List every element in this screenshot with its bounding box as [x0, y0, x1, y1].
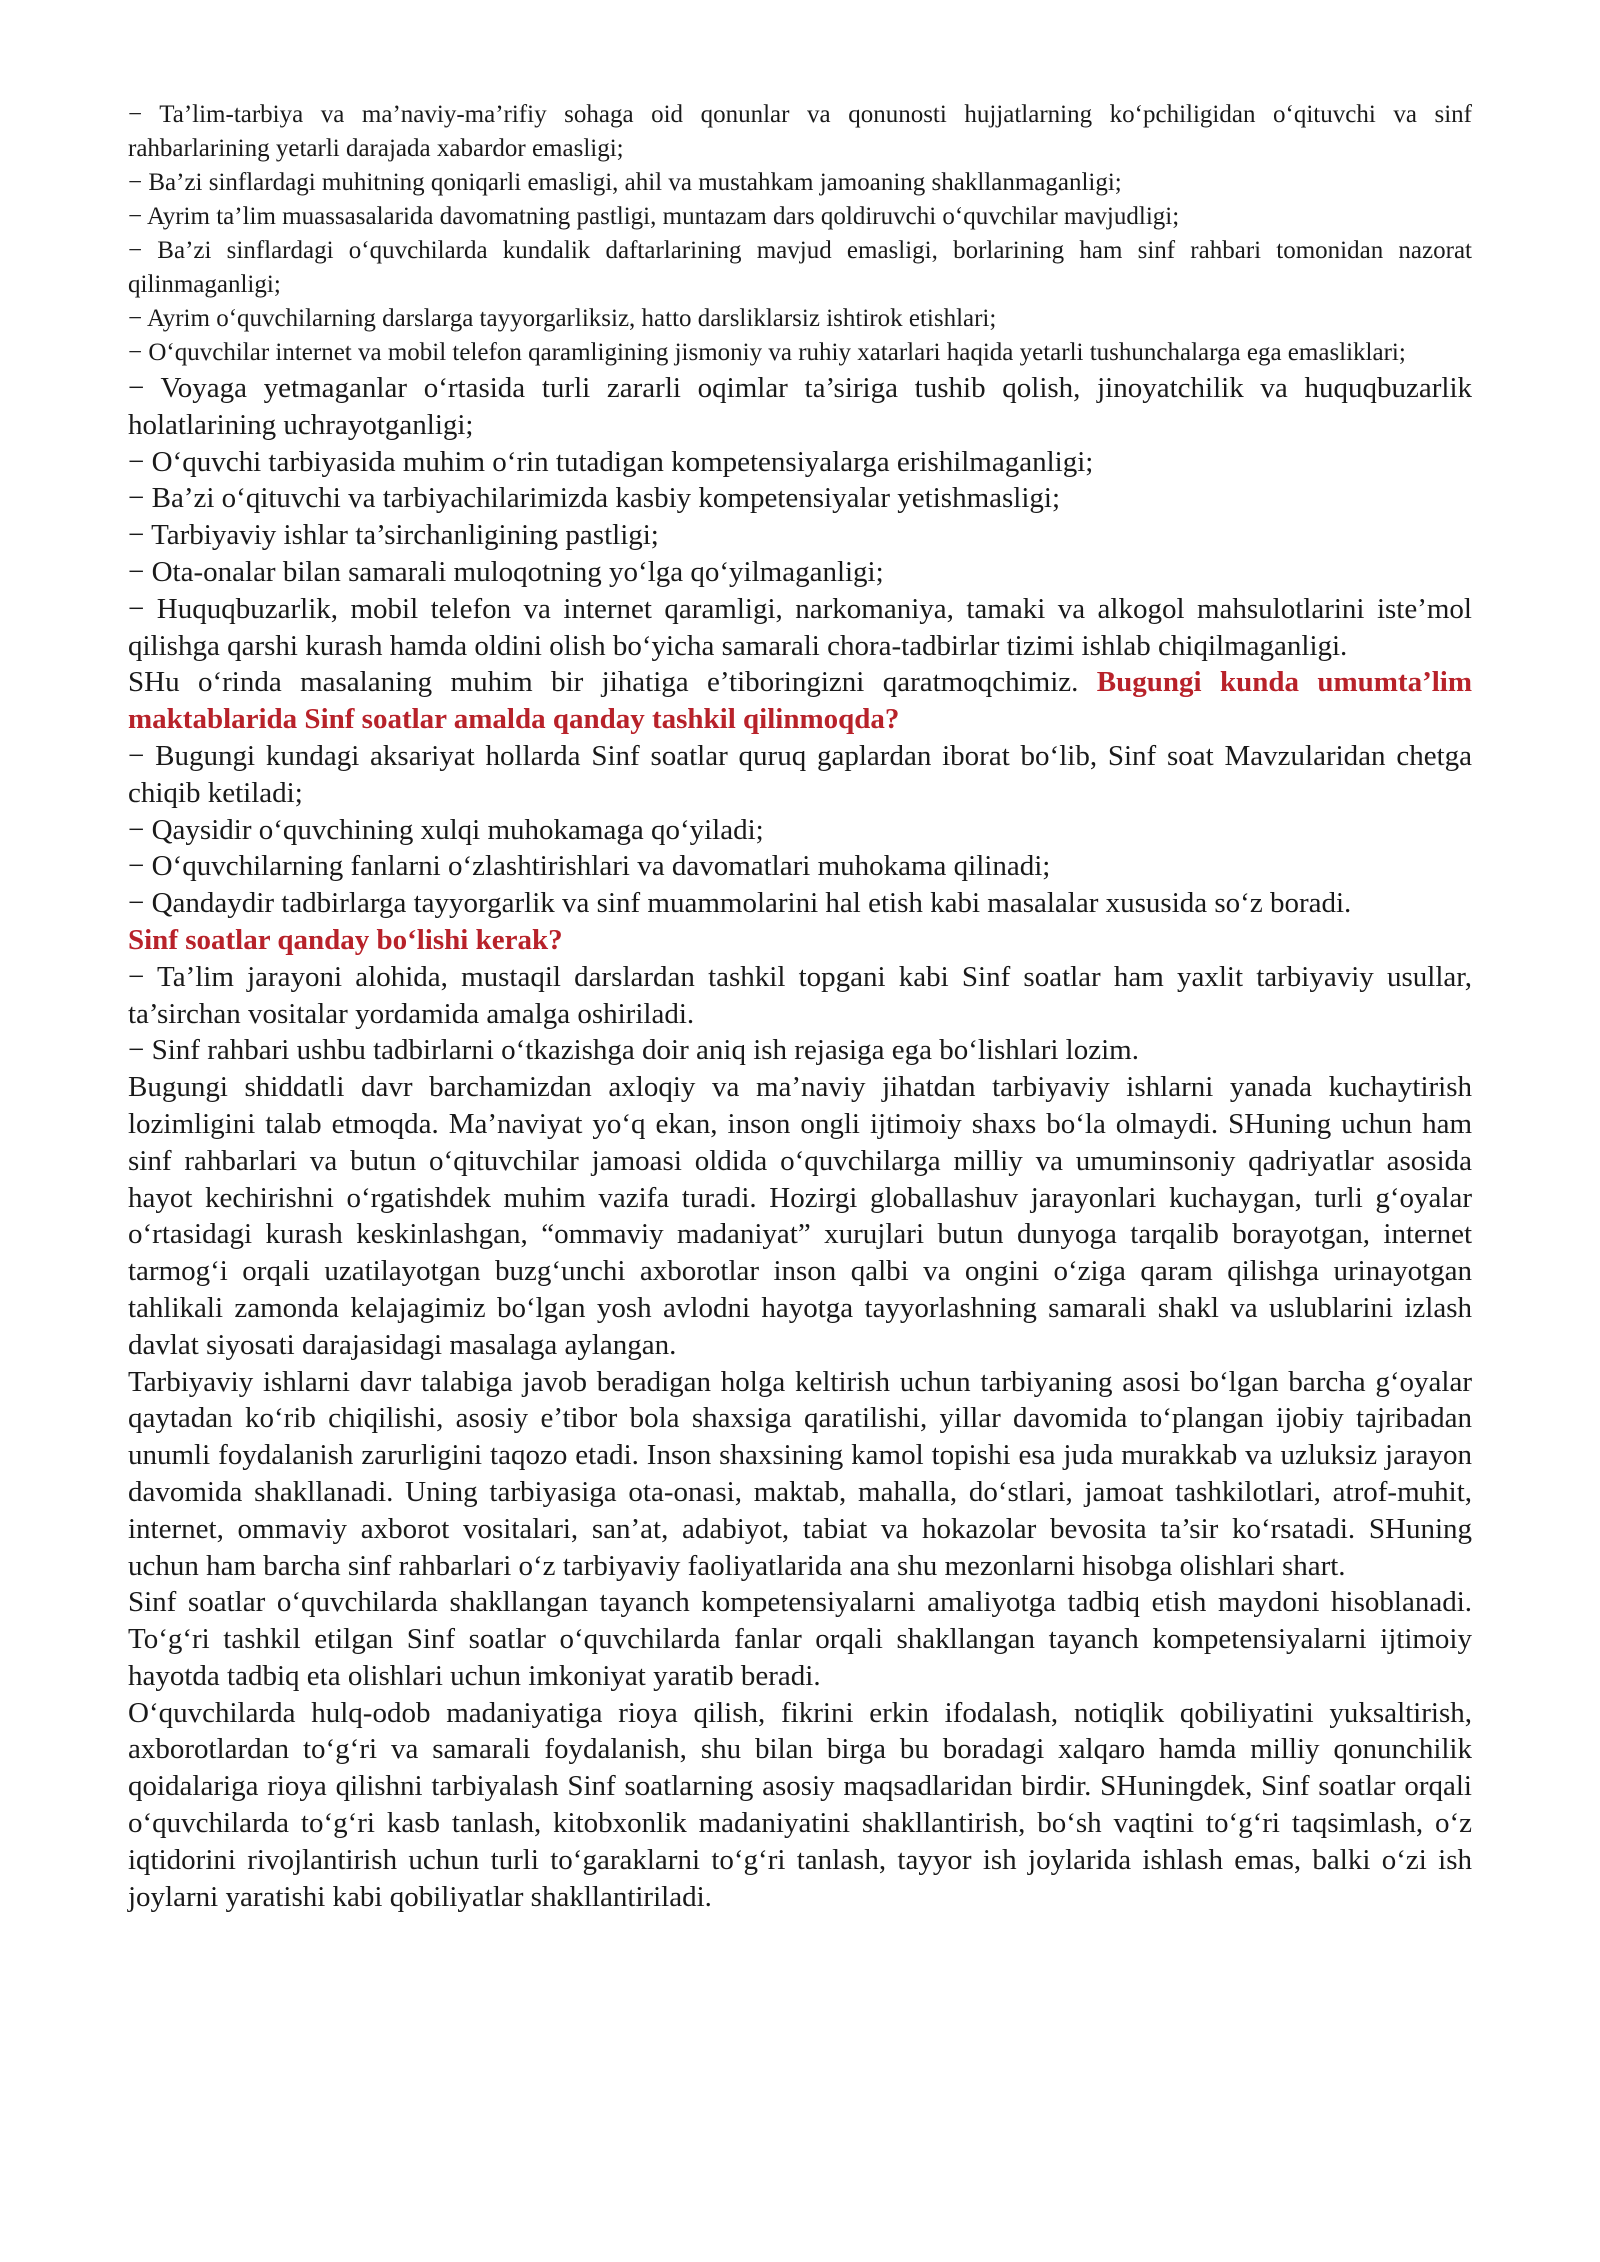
list-item: − Tarbiyaviy ishlar ta’sirchanligining pastligi;	[128, 519, 659, 552]
list-item: − O‘quvchilar internet va mobil telefon qaramligining jismoniy va ruhiy xatarlari haqida yetarli tushunchalarga ega emasliklari;	[128, 339, 1406, 366]
question-heading-2: Sinf soatlar qanday bo‘lishi kerak?	[128, 923, 563, 956]
body-paragraph: Bugungi shiddatli davr barchamizdan axloqiy va ma’naviy jihatdan tarbiyaviy ishlarni yanada kuchaytirish lozimligini talab etmoqda. Ma’naviyat yo‘q ekan, inson ongli ijtimoiy shaxs bo‘la olmaydi. SHuning uchun ham sinf rahbarlari va butun o‘qituvchilar jamoasi oldida o‘quvchilarga milliy va umuminsoniy qadriyatlar asosida hayot kechirishni o‘rgatishdek muhim vazifa turadi. Hozirgi globallashuv jarayonlari kuchaygan, turli g‘oyalar o‘rtasidagi kurash keskinlashgan, “ommaviy madaniyat” xurujlari butun dunyoga tarqalib borayotgan, internet tarmog‘i orqali uzatilayotgan buzg‘unchi axborotlar inson qalbi va ongini o‘ziga qaram qilishga urinayotgan tahlikali zamonda kelajagimiz bo‘lgan yosh avlodni hayotga tayyorlashning samarali shakl va uslublarini izlash davlat siyosati darajasidagi masalaga aylangan.	[128, 1071, 1472, 1361]
list-item: − Bugungi kundagi aksariyat hollarda Sinf soatlar quruq gaplardan iborat bo‘lib, Sinf soat Mavzularidan chetga chiqib ketiladi;	[128, 739, 1472, 809]
list-item: − Ota-onalar bilan samarali muloqotning yo‘lga qo‘yilmaganligi;	[128, 555, 884, 588]
list-item: − Qaysidir o‘quvchining xulqi muhokamaga qo‘yiladi;	[128, 813, 764, 846]
list-item: − Sinf rahbari ushbu tadbirlarni o‘tkazishga doir aniq ish rejasiga ega bo‘lishlari lozim.	[128, 1034, 1139, 1067]
list-item: − Ba’zi o‘qituvchi va tarbiyachilarimizda kasbiy kompetensiyalar yetishmasligi;	[128, 482, 1061, 515]
list-item: − O‘quvchi tarbiyasida muhim o‘rin tutadigan kompetensiyalarga erishilmaganligi;	[128, 445, 1094, 478]
list-item: − Ba’zi sinflardagi muhitning qoniqarli emasligi, ahil va mustahkam jamoaning shakllanmaganligi;	[128, 169, 1122, 196]
body-paragraph: O‘quvchilarda hulq-odob madaniyatiga rioya qilish, fikrini erkin ifodalash, notiqlik qobiliyatini yuksaltirish, axborotlardan to‘g‘ri va samarali foydalanish, shu bilan birga bu boradagi xalqaro hamda milliy qonunchilik qoidalariga rioya qilishni tarbiyalash Sinf soatlarning asosiy maqsadlaridan birdir. SHuningdek, Sinf soatlar orqali o‘quvchilarda to‘g‘ri kasb tanlash, kitobxonlik madaniyatini shakllantirish, bo‘sh vaqtini to‘g‘ri taqsimlash, o‘z iqtidorini rivojlantirish uchun turli to‘garaklarni to‘g‘ri tanlash, tayyor ish joylarida ishlash emas, balki o‘zi ish joylarni yaratishi kabi qobiliyatlar shakllantiriladi.	[128, 1696, 1472, 1913]
list-item: − Voyaga yetmaganlar o‘rtasida turli zararli oqimlar ta’siriga tushib qolish, jinoyatchilik va huquqbuzarlik holatlarining uchrayotganligi;	[128, 372, 1472, 441]
attention-paragraph	[128, 664, 1472, 738]
list-item: − Ayrim ta’lim muassasalarida davomatning pastligi, muntazam dars qoldiruvchi o‘quvchilar mavjudligi;	[128, 203, 1180, 230]
body-paragraph: Tarbiyaviy ishlarni davr talabiga javob beradigan holga keltirish uchun tarbiyaning asosi bo‘lgan barcha g‘oyalar qaytadan ko‘rib chiqilishi, asosiy e’tibor bola shaxsiga qaratilishi, yillar davomida to‘plangan ijobiy tajribadan unumli foydalanish zarurligini taqozo etadi. Inson shaxsining kamol topishi esa juda murakkab va uzluksiz jarayon davomida shakllanadi. Uning tarbiyasiga ota-onasi, maktab, mahalla, do‘stlari, jamoat tashkilotlari, atrof-muhit, internet, ommaviy axborot vositalari, san’at, adabiyot, tabiat va hokazolar bevosita ta’sir ko‘rsatadi. SHuning uchun ham barcha sinf rahbarlari o‘z tarbiyaviy faoliyatlarida ana shu mezonlarni hisobga olishlari shart.	[128, 1365, 1472, 1582]
document-page	[128, 98, 1472, 1915]
list-item: − Huquqbuzarlik, mobil telefon va internet qaramligi, narkomaniya, tamaki va alkogol mahsulotlarini iste’mol qilishga qarshi kurash hamda oldini olish bo‘yicha samarali chora-tadbirlar tizimi ishlab chiqilmaganligi.	[128, 592, 1472, 662]
list-item: − Ta’lim jarayoni alohida, mustaqil darslardan tashkil topgani kabi Sinf soatlar ham yaxlit tarbiyaviy usullar, ta’sirchan vositalar yordamida amalga oshiriladi.	[128, 960, 1472, 1030]
list-item: − O‘quvchilarning fanlarni o‘zlashtirishlari va davomatlari muhokama qilinadi;	[128, 850, 1051, 883]
list-item: − Ta’lim-tarbiya va ma’naviy-ma’rifiy sohaga oid qonunlar va qonunosti hujjatlarning ko‘pchiligidan o‘qituvchi va sinf rahbarlarining yetarli darajada xabardor emasligi;	[128, 101, 1472, 162]
list-item: − Qandaydir tadbirlarga tayyorgarlik va sinf muammolarini hal etish kabi masalalar xususida so‘z boradi.	[128, 887, 1352, 920]
main-text	[128, 370, 1472, 1915]
problem-list-small	[128, 98, 1472, 370]
list-item: − Ba’zi sinflardagi o‘quvchilarda kundalik daftarlarining mavjud emasligi, borlarining ham sinf rahbari tomonidan nazorat qilinmaganligi;	[128, 237, 1472, 298]
question-heading-1: Bugungi kunda umumta’lim maktablarida Sinf soatlar amalda qanday tashkil qilinmoqda?	[128, 666, 1472, 736]
body-paragraph: Sinf soatlar o‘quvchilarda shakllangan tayanch kompetensiyalarni amaliyotga tadbiq etish maydoni hisoblanadi. To‘g‘ri tashkil etilgan Sinf soatlar o‘quvchilarda fanlar orqali shakllangan tayanch kompetensiyalarni ijtimoiy hayotda tadbiq eta olishlari uchun imkoniyat yaratib beradi.	[128, 1586, 1472, 1692]
list-item: − Ayrim o‘quvchilarning darslarga tayyorgarliksiz, hatto darsliklarsiz ishtirok etishlari;	[128, 305, 997, 332]
attention-text: SHu o‘rinda masalaning muhim bir jihatiga e’tiboringizni qaratmoqchimiz.	[128, 666, 1097, 699]
